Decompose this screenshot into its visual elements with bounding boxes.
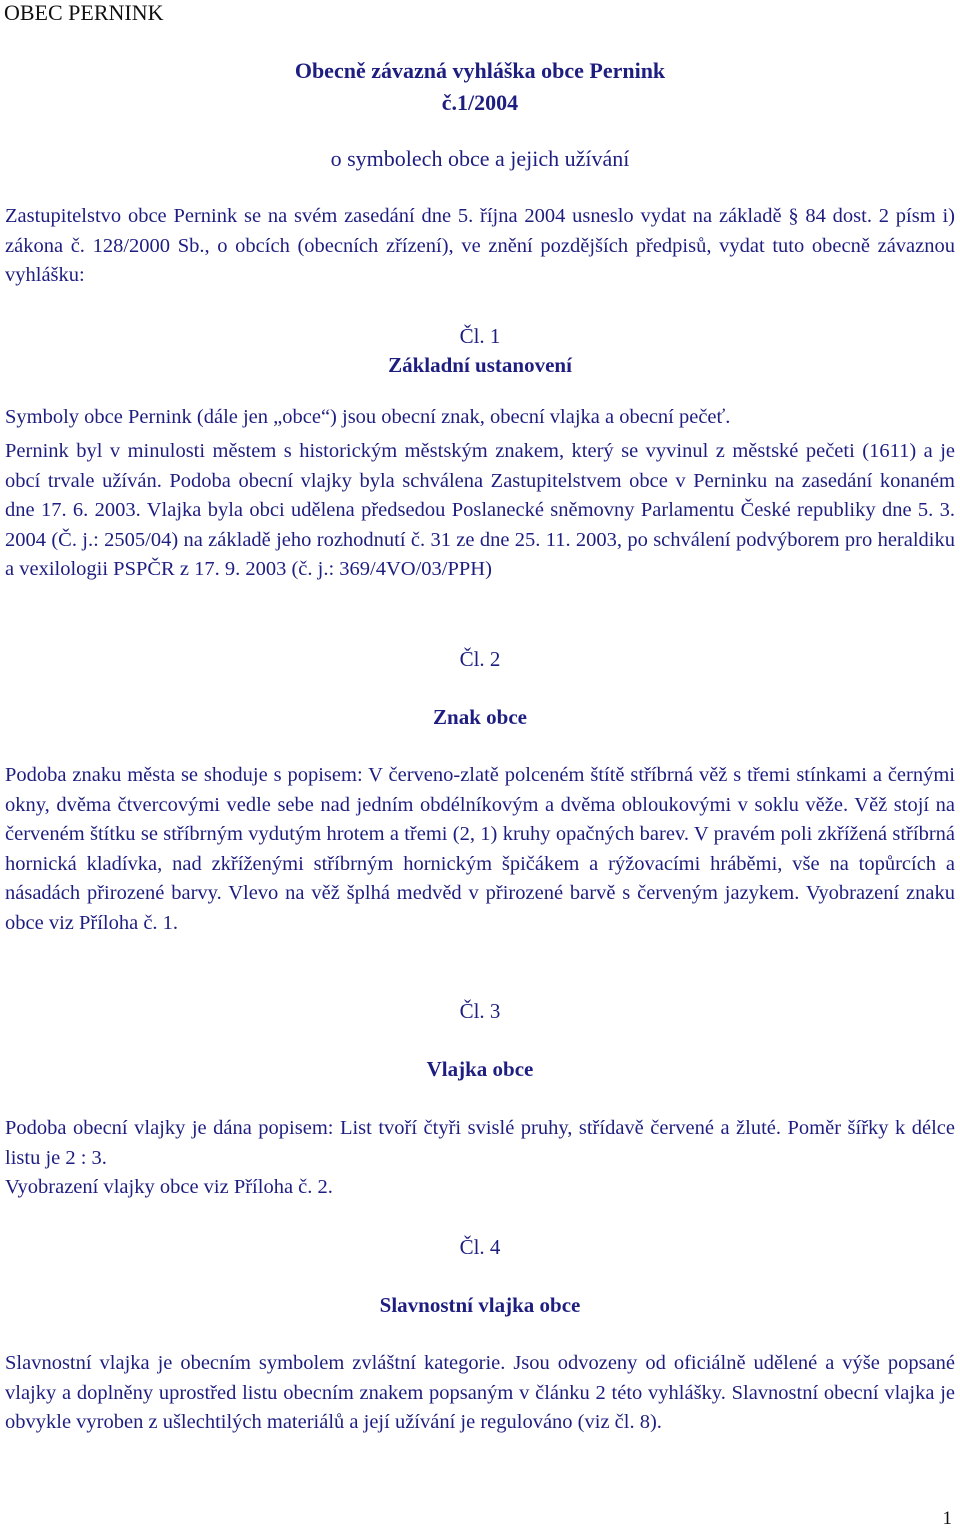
document-subtitle: o symbolech obce a jejich užívání (330, 146, 630, 171)
article-3-paragraph-1: Podoba obecní vlajky je dána popisem: List tvoří čtyři svislé pruhy, střídavě červené a žluté. Poměr šířky k délce listu je 2 : 3. (5, 1117, 955, 1169)
article-4-heading: Slavnostní vlajka obce (379, 1293, 581, 1317)
document-title-line-2: č.1/2004 (441, 90, 519, 115)
article-2-heading: Znak obce (433, 705, 527, 729)
article-2-number: Čl. 2 (459, 647, 501, 671)
intro-paragraph: Zastupitelstvo obce Pernink se na svém zasedání dne 5. října 2004 usneslo vydat na základě § 84 dost. 2 písm i) zákona č. 128/2000 Sb., o obcích (obecních zřízení), ve znění pozdějších předpisů, vydat tuto obecně závaznou vyhlášku: (5, 205, 955, 286)
document-header: OBEC PERNINK (4, 0, 164, 25)
article-1-number: Čl. 1 (459, 324, 501, 348)
page-number: 1 (942, 1508, 952, 1529)
document-title-line-1: Obecně závazná vyhláška obce Pernink (294, 58, 666, 83)
article-1-heading: Základní ustanovení (388, 353, 572, 377)
article-2-paragraph-1: Podoba znaku města se shoduje s popisem: V červeno-zlatě polceném štítě stříbrná věž s třemi stínkami a černými okny, dvěma čtvercovými vedle sebe nad jedním obdélníkovým a dvěma obloukovými v soklu věže. Věž stojí na červeném štítku se stříbrným vydutým hrotem a třemi (2, 1) kruhy opačných barev. V pravém poli zkřížená stříbrná hornická kladívka, nad zkříženými stříbrným hornickým špičákem a rýžovacími hráběmi, vše na topůrcích a násadách přirozené barvy. Vlevo na věž šplhá medvěd v přirozené barvě s červeným jazykem. Vyobrazení znaku obce viz Příloha č. 1. (5, 764, 955, 934)
article-4-paragraph-1: Slavnostní vlajka je obecním symbolem zvláštní kategorie. Jsou odvozeny od oficiálně udělené a výše popsané vlajky a doplněny uprostřed listu obecním znakem popsaným v článku 2 této vyhlášky. Slavnostní obecní vlajka je obvykle vyroben z ušlechtilých materiálů a její užívání je regulováno (viz čl. 8). (5, 1352, 955, 1433)
article-3-number: Čl. 3 (459, 999, 501, 1023)
article-3-paragraph-2: Vyobrazení vlajky obce viz Příloha č. 2. (5, 1176, 333, 1198)
article-3-heading: Vlajka obce (426, 1057, 534, 1081)
article-1-paragraph-1: Symboly obce Pernink (dále jen „obce“) jsou obecní znak, obecní vlajka a obecní pečeť. (5, 406, 731, 428)
article-1-paragraph-2: Pernink byl v minulosti městem s historickým městským znakem, který se vyvinul z městské pečeti (1611) a je obcí trvale užíván. Podoba obecní vlajky byla schválena Zastupitelstvem obce v Perninku na zasedání konaném dne 17. 6. 2003. Vlajka byla obci udělena předsedou Poslanecké sněmovny Parlamentu České republiky dne 5. 3. 2004 (Č. j.: 2505/04) na základě jeho rozhodnutí č. 31 ze dne 25. 11. 2003, po schválení podvýborem pro heraldiku a vexilologii PSPČR z 17. 9. 2003 (č. j.: 369/4VO/03/PPH) (5, 440, 955, 580)
article-4-number: Čl. 4 (459, 1235, 501, 1259)
